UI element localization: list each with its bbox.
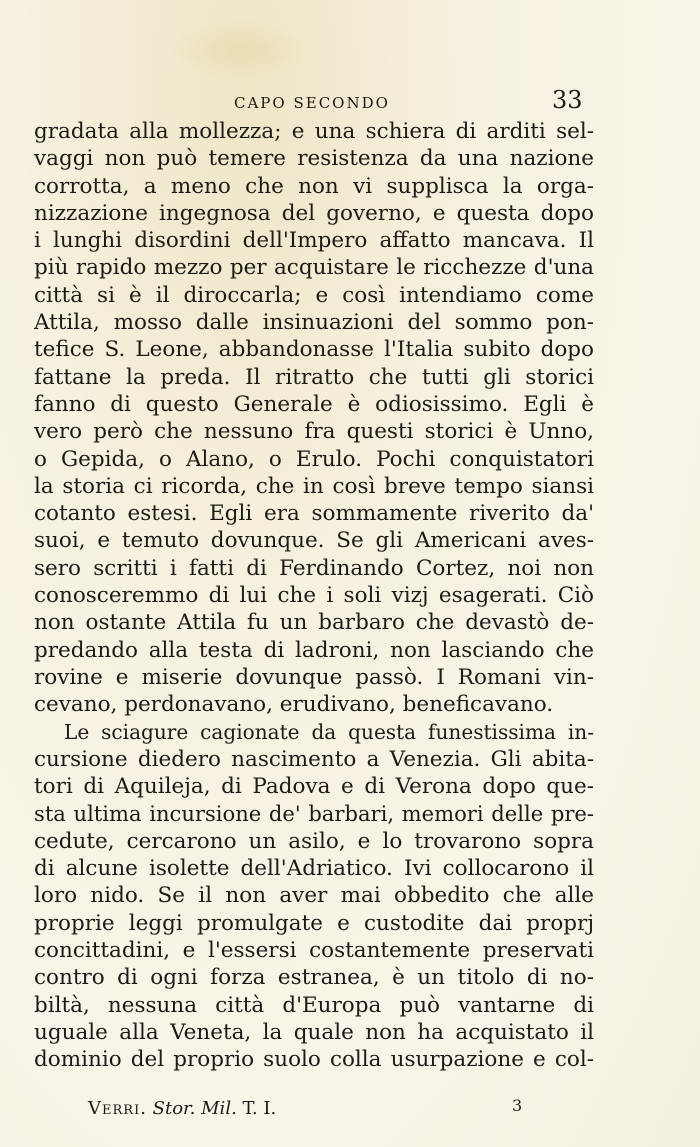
- text-line: Attila, mosso dalle insinuazioni del sommo pon-: [34, 310, 594, 336]
- text-line: gradata alla mollezza; e una schiera di arditi sel-: [34, 119, 594, 144]
- footer-signature: [88, 1098, 276, 1119]
- text-line: fattane la preda. Il ritratto che tutti gli storici: [34, 364, 594, 390]
- text-line: nizzazione ingegnosa del governo, e questa dopo: [34, 200, 594, 226]
- text-line: Le sciagure cagionate da questa funestissima in-: [64, 719, 594, 744]
- paragraph: [34, 118, 594, 719]
- text-line: cevano, perdonavano, erudivano, beneficavano.: [34, 692, 554, 718]
- text-line: dominio del proprio suolo colla usurpazione e col-: [34, 1047, 594, 1073]
- text-line: tefice S. Leone, abbandonasse l'Italia subito dopo: [34, 337, 594, 363]
- text-line: tori di Aquileja, di Padova e di Verona dopo que-: [34, 774, 594, 800]
- footer-volume: T. I.: [242, 1098, 277, 1119]
- page-number: 33: [552, 86, 583, 114]
- text-line: vaggi non può temere resistenza da una nazione: [34, 146, 594, 172]
- text-line: di alcune isolette dell'Adriatico. Ivi collocarono il: [34, 856, 594, 882]
- text-line: biltà, nessuna città d'Europa può vantarne di: [34, 992, 594, 1018]
- text-line: vero però che nessuno fra questi storici è Unno,: [34, 419, 594, 445]
- text-line: fanno di questo Generale è odiosissimo. Egli è: [34, 391, 594, 417]
- text-line: cotanto estesi. Egli era sommamente riverito da': [34, 501, 594, 527]
- text-line: i lunghi disordini dell'Impero affatto mancava. Il: [34, 228, 594, 254]
- text-line: predando alla testa di ladroni, non lasciando che: [34, 637, 594, 663]
- text-line: loro nido. Se il non aver mai obbedito che alle: [34, 883, 594, 909]
- text-line: conosceremmo di lui che i soli vizj esagerati. Ciò: [34, 583, 594, 609]
- text-line: non ostante Attila fu un barbaro che devastò de-: [34, 610, 594, 636]
- running-head: CAPO SECONDO: [234, 94, 390, 112]
- text-line: proprie leggi promulgate e custodite dai proprj: [34, 910, 594, 936]
- text-line: o Gepida, o Alano, o Erulo. Pochi conquistatori: [34, 446, 594, 472]
- footer-title: Stor. Mil.: [152, 1098, 237, 1119]
- text-line: rovine e miserie dovunque passò. I Romani vin-: [34, 664, 594, 690]
- signature-mark: 3: [512, 1096, 523, 1115]
- text-line: cedute, cercarono un asilo, e lo trovarono sopra: [34, 828, 594, 854]
- text-line: città si è il diroccarla; e così intendiamo come: [34, 282, 594, 308]
- text-line: cursione diedero nascimento a Venezia. Gli abita-: [34, 746, 594, 772]
- footer-author: Verri.: [88, 1098, 147, 1119]
- text-line: contro di ogni forza estranea, è un titolo di no-: [34, 965, 594, 991]
- page-footer: [0, 1090, 700, 1130]
- paragraph: [34, 719, 594, 1074]
- text-line: uguale alla Veneta, la quale non ha acquistato il: [34, 1019, 594, 1045]
- text-line: corrotta, a meno che non vi supplisca la orga-: [34, 173, 594, 199]
- text-line: suoi, e temuto dovunque. Se gli Americani aves-: [34, 528, 594, 554]
- text-line: sta ultima incursione de' barbari, memori delle pre-: [34, 801, 594, 827]
- text-line: la storia ci ricorda, che in così breve tempo siansi: [34, 473, 594, 499]
- text-line: concittadini, e l'essersi costantemente preservati: [34, 937, 594, 963]
- text-line: più rapido mezzo per acquistare le ricchezze d'una: [34, 255, 594, 281]
- paper-stain: [170, 20, 310, 80]
- text-line: sero scritti i fatti di Ferdinando Cortez, noi non: [34, 555, 594, 581]
- body-text: [34, 118, 594, 1073]
